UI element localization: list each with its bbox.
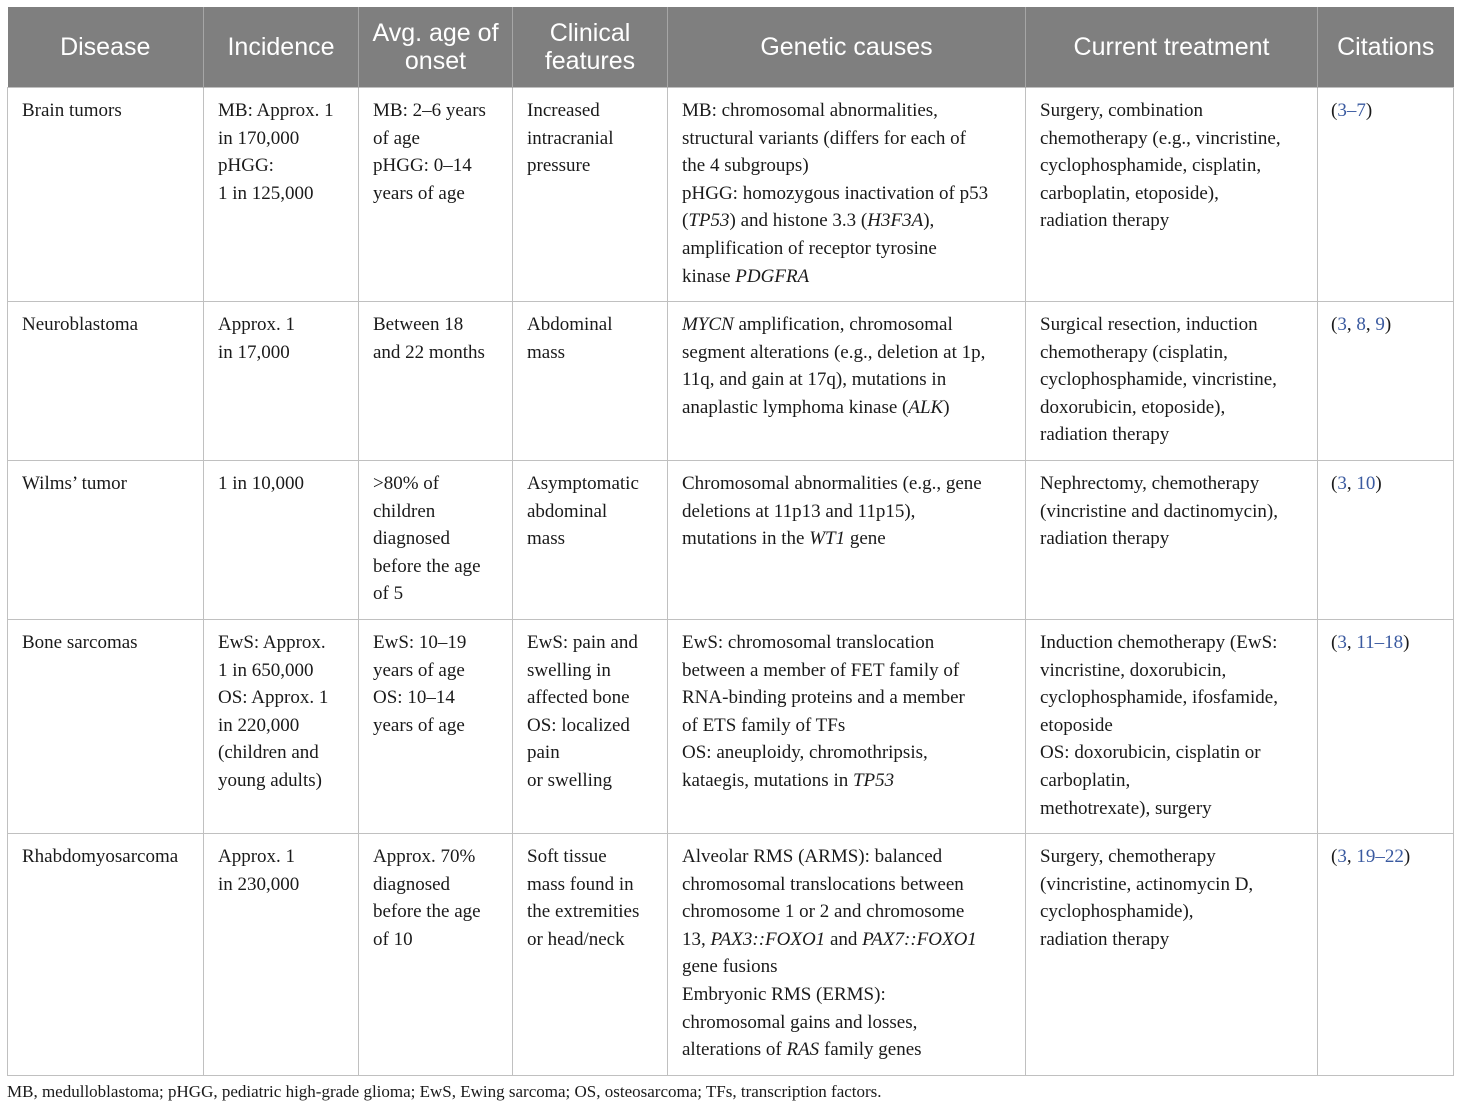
cell-line: Rhabdomyosarcoma <box>22 846 179 867</box>
cell-line: OS: aneuploidy, chromothripsis, <box>682 742 928 764</box>
cell-line: years of age <box>373 659 465 681</box>
cell-line: Increased <box>527 100 600 121</box>
header-row <box>8 7 1454 88</box>
citation-close-paren: ) <box>1375 473 1382 494</box>
citation-open-paren: ( <box>1331 100 1338 121</box>
citation-close-paren: ) <box>1403 632 1410 653</box>
citation-link[interactable]: 8 <box>1356 314 1366 335</box>
cell-line: >80% of <box>373 473 440 494</box>
cell-line: Approx. 70% <box>373 846 476 867</box>
genetic-causes-cell <box>668 302 1026 461</box>
pediatric-cancer-table <box>7 7 1454 1076</box>
header-genetic-causes: Genetic causes <box>668 7 1026 88</box>
genetic-causes-cell <box>668 461 1026 620</box>
table-row <box>8 302 1454 461</box>
header-incidence: Incidence <box>204 7 359 88</box>
cell-line: mass <box>527 528 565 550</box>
cell-line: alterations of RAS family genes <box>682 1039 922 1061</box>
cell-line: carboplatin, <box>1040 769 1131 791</box>
cell-line: OS: 10–14 <box>373 687 455 709</box>
citation-separator: , <box>1346 314 1357 335</box>
disease-cell <box>8 88 204 302</box>
cell-line: vincristine, doxorubicin, <box>1040 659 1227 681</box>
cell-line: the extremities <box>527 901 640 923</box>
citations-cell <box>1318 620 1454 834</box>
cell-line: OS: doxorubicin, cisplatin or <box>1040 742 1261 764</box>
cell-line: EwS: 10–19 <box>373 632 467 653</box>
features-cell <box>513 620 668 834</box>
cell-line: Soft tissue <box>527 846 607 867</box>
citation-link[interactable]: 3 <box>1337 473 1347 494</box>
genetic-causes-cell <box>668 620 1026 834</box>
cell-line: chemotherapy (cisplatin, <box>1040 341 1228 363</box>
cell-line: MB: Approx. 1 <box>218 100 334 121</box>
cell-line: Wilms’ tumor <box>22 473 127 494</box>
incidence-cell <box>204 461 359 620</box>
cell-line: pain <box>527 742 560 764</box>
cell-line: young adults) <box>218 769 322 791</box>
cell-line: (TP53) and histone 3.3 (H3F3A), <box>682 210 935 232</box>
cell-line: anaplastic lymphoma kinase (ALK) <box>682 396 950 418</box>
incidence-cell <box>204 834 359 1076</box>
cell-line: Nephrectomy, chemotherapy <box>1040 473 1260 494</box>
cell-line: radiation therapy <box>1040 928 1170 950</box>
cell-line: Embryonic RMS (ERMS): <box>682 983 886 1005</box>
citation-separator: , <box>1346 846 1357 867</box>
cell-line: 1 in 650,000 <box>218 659 314 681</box>
onset-cell <box>359 461 513 620</box>
treatment-cell <box>1026 620 1318 834</box>
onset-cell <box>359 302 513 461</box>
cell-line: (children and <box>218 742 319 764</box>
onset-cell <box>359 834 513 1076</box>
treatment-cell <box>1026 834 1318 1076</box>
features-cell <box>513 834 668 1076</box>
incidence-cell <box>204 302 359 461</box>
cell-line: in 220,000 <box>218 714 300 736</box>
cell-line: deletions at 11p13 and 11p15), <box>682 500 916 522</box>
cell-line: affected bone <box>527 687 630 709</box>
cell-line: Alveolar RMS (ARMS): balanced <box>682 846 943 867</box>
onset-cell <box>359 88 513 302</box>
cell-line: MB: 2–6 years <box>373 100 486 121</box>
cell-line: amplification of receptor tyrosine <box>682 237 937 259</box>
cell-line: chromosome 1 or 2 and chromosome <box>682 901 965 923</box>
cell-line: swelling in <box>527 659 611 681</box>
header-current-treatment: Current treatment <box>1026 7 1318 88</box>
citation-open-paren: ( <box>1331 632 1338 653</box>
cell-line: mass <box>527 341 565 363</box>
citation-separator: , <box>1365 314 1376 335</box>
cell-line: (vincristine, actinomycin D, <box>1040 873 1254 895</box>
features-cell <box>513 461 668 620</box>
citation-open-paren: ( <box>1331 473 1338 494</box>
genetic-causes-cell <box>668 834 1026 1076</box>
citation-open-paren: ( <box>1331 846 1338 867</box>
cell-line: Surgery, combination <box>1040 100 1204 121</box>
cell-line: MYCN amplification, chromosomal <box>682 314 953 335</box>
cell-line: segment alterations (e.g., deletion at 1p, <box>682 341 986 363</box>
cell-line: Neuroblastoma <box>22 314 139 335</box>
cell-line: cyclophosphamide, cisplatin, <box>1040 155 1262 177</box>
cell-line: diagnosed <box>373 528 451 550</box>
cell-line: and 22 months <box>373 341 485 363</box>
features-cell <box>513 302 668 461</box>
cell-line: Surgery, chemotherapy <box>1040 846 1216 867</box>
citations-cell <box>1318 88 1454 302</box>
cell-line: gene fusions <box>682 956 778 978</box>
cell-line: OS: Approx. 1 <box>218 687 329 709</box>
cell-line: or head/neck <box>527 928 625 950</box>
cell-line: cyclophosphamide, ifosfamide, <box>1040 687 1278 709</box>
cell-line: structural variants (differs for each of <box>682 127 966 149</box>
header-clinical-features: Clinical features <box>513 7 668 88</box>
cell-line: Bone sarcomas <box>22 632 138 653</box>
header-citations: Citations <box>1318 7 1454 88</box>
cell-line: pHGG: homozygous inactivation of p53 <box>682 182 989 204</box>
cell-line: of age <box>373 127 420 149</box>
cell-line: the 4 subgroups) <box>682 155 809 177</box>
citations-cell <box>1318 461 1454 620</box>
cell-line: of ETS family of TFs <box>682 714 846 736</box>
cell-line: Between 18 <box>373 314 464 335</box>
cell-line: years of age <box>373 182 465 204</box>
cell-line: children <box>373 500 436 522</box>
treatment-cell <box>1026 302 1318 461</box>
cell-line: pHGG: 0–14 <box>373 155 472 177</box>
cell-line: Approx. 1 <box>218 846 296 867</box>
disease-cell <box>8 834 204 1076</box>
citation-close-paren: ) <box>1403 846 1411 867</box>
cell-line: pHGG: <box>218 155 274 177</box>
cell-line: before the age <box>373 555 481 577</box>
table-row <box>8 461 1454 620</box>
cell-line: in 230,000 <box>218 873 300 895</box>
cell-line: pressure <box>527 155 591 177</box>
cell-line: kinase PDGFRA <box>682 265 810 287</box>
citation-link[interactable]: 3 <box>1337 314 1347 335</box>
cell-line: OS: localized <box>527 714 630 736</box>
cell-line: Approx. 1 <box>218 314 296 335</box>
cell-line: years of age <box>373 714 465 736</box>
header-disease: Disease <box>8 7 204 88</box>
cell-line: of 10 <box>373 928 413 950</box>
cell-line: Chromosomal abnormalities (e.g., gene <box>682 473 982 494</box>
table-footnote: MB, medulloblastoma; pHGG, pediatric high-grade glioma; EwS, Ewing sarcoma; OS, osteosarcoma; TFs, transcription factors. <box>7 1082 882 1101</box>
cell-line: chromosomal translocations between <box>682 873 964 895</box>
header-age-of-onset: Avg. age of onset <box>359 7 513 88</box>
cell-line: mutations in the WT1 gene <box>682 528 886 550</box>
cell-line: radiation therapy <box>1040 528 1170 550</box>
citations-cell <box>1318 302 1454 461</box>
cell-line: 1 in 125,000 <box>218 182 314 204</box>
table-row <box>8 834 1454 1076</box>
cell-line: Induction chemotherapy (EwS: <box>1040 632 1278 653</box>
cell-line: in 170,000 <box>218 127 300 149</box>
cell-line: EwS: Approx. <box>218 632 326 653</box>
cell-line: in 17,000 <box>218 341 290 363</box>
cell-line: etoposide <box>1040 714 1113 736</box>
cell-line: (vincristine and dactinomycin), <box>1040 500 1278 522</box>
cell-line: intracranial <box>527 127 614 149</box>
cell-line: methotrexate), surgery <box>1040 797 1212 819</box>
cell-line: cyclophosphamide, vincristine, <box>1040 369 1277 391</box>
cell-line: between a member of FET family of <box>682 659 960 681</box>
cell-line: kataegis, mutations in TP53 <box>682 769 895 791</box>
citation-link[interactable]: 10 <box>1356 473 1376 494</box>
cell-line: or swelling <box>527 769 612 791</box>
cell-line: mass found in <box>527 873 634 895</box>
treatment-cell <box>1026 88 1318 302</box>
citation-link[interactable]: 19–22 <box>1356 846 1404 867</box>
cell-line: EwS: chromosomal translocation <box>682 632 935 653</box>
citation-link[interactable]: 11–18 <box>1356 632 1404 653</box>
onset-cell <box>359 620 513 834</box>
cell-line: radiation therapy <box>1040 424 1170 446</box>
citation-link[interactable]: 3 <box>1337 632 1347 653</box>
cell-line: 1 in 10,000 <box>218 473 305 494</box>
cell-line: carboplatin, etoposide), <box>1040 182 1219 204</box>
citation-separator: , <box>1346 473 1357 494</box>
cell-line: EwS: pain and <box>527 632 638 653</box>
features-cell <box>513 88 668 302</box>
citations-cell <box>1318 834 1454 1076</box>
citation-link[interactable]: 9 <box>1375 314 1385 335</box>
cell-line: 13, PAX3::FOXO1 and PAX7::FOXO1 <box>682 928 977 950</box>
citation-close-paren: ) <box>1365 100 1373 121</box>
table-container <box>7 7 1453 1076</box>
cell-line: radiation therapy <box>1040 210 1170 232</box>
cell-line: doxorubicin, etoposide), <box>1040 396 1226 418</box>
cell-line: Surgical resection, induction <box>1040 314 1258 335</box>
cell-line: before the age <box>373 901 481 923</box>
genetic-causes-cell <box>668 88 1026 302</box>
citation-close-paren: ) <box>1384 314 1392 335</box>
citation-link[interactable]: 3 <box>1337 846 1347 867</box>
cell-line: Asymptomatic <box>527 473 639 494</box>
treatment-cell <box>1026 461 1318 620</box>
citation-open-paren: ( <box>1331 314 1338 335</box>
incidence-cell <box>204 620 359 834</box>
table-row <box>8 620 1454 834</box>
cell-line: Brain tumors <box>22 100 122 121</box>
cell-line: abdominal <box>527 500 608 522</box>
cell-line: MB: chromosomal abnormalities, <box>682 100 938 121</box>
disease-cell <box>8 620 204 834</box>
citation-separator: , <box>1346 632 1357 653</box>
incidence-cell <box>204 88 359 302</box>
cell-line: 11q, and gain at 17q), mutations in <box>682 369 947 391</box>
cell-line: RNA-binding proteins and a member <box>682 687 965 709</box>
cell-line: chemotherapy (e.g., vincristine, <box>1040 127 1281 149</box>
citation-link[interactable]: 3–7 <box>1337 100 1366 121</box>
table-row <box>8 88 1454 302</box>
disease-cell <box>8 302 204 461</box>
cell-line: Abdominal <box>527 314 613 335</box>
cell-line: chromosomal gains and losses, <box>682 1011 918 1033</box>
cell-line: diagnosed <box>373 873 451 895</box>
disease-cell <box>8 461 204 620</box>
cell-line: cyclophosphamide), <box>1040 901 1194 923</box>
cell-line: of 5 <box>373 583 404 605</box>
